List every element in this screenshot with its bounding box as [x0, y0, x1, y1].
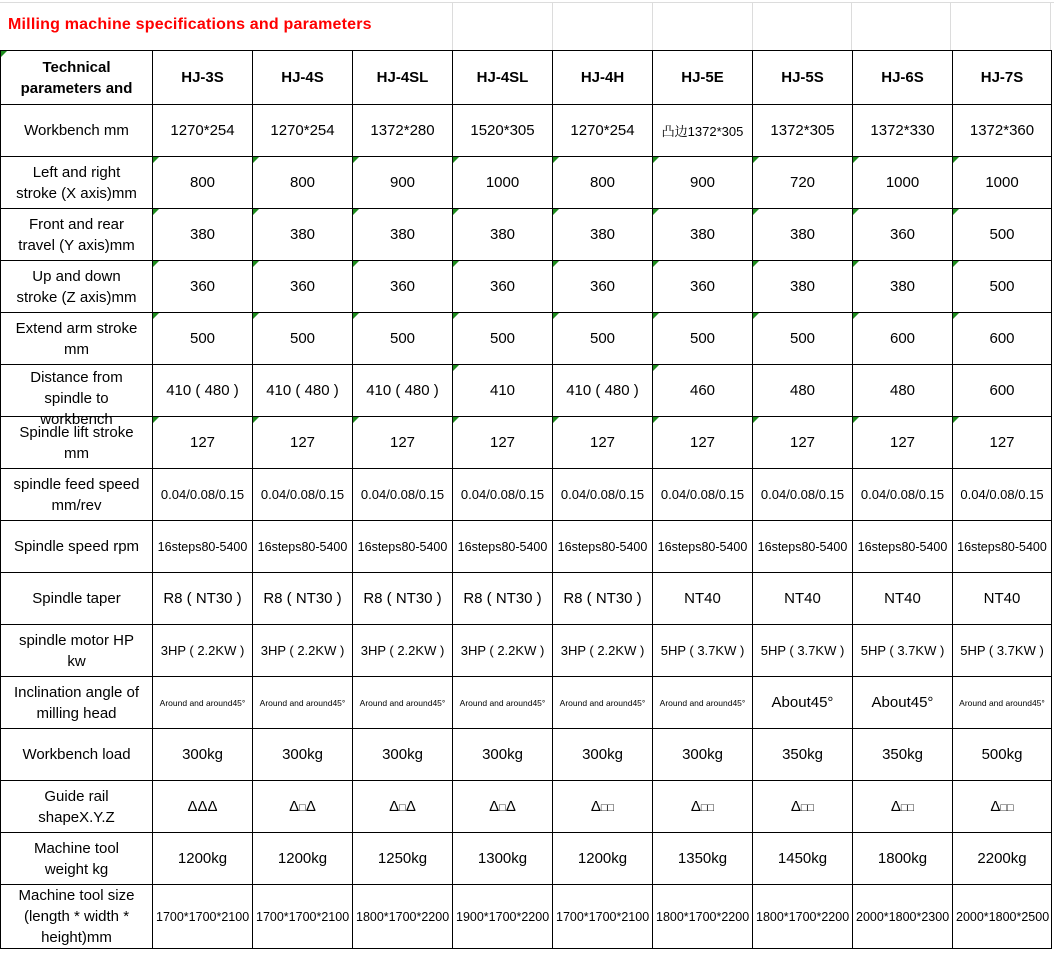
error-indicator-icon — [1, 51, 7, 57]
error-indicator-icon — [953, 261, 959, 267]
table-row — [1, 781, 1052, 833]
spec-cell: 1000 — [853, 157, 953, 209]
spreadsheet-gridline — [851, 3, 852, 50]
square-glyph: □ — [499, 802, 506, 814]
spec-cell: 720 — [753, 157, 853, 209]
spec-cell: 500 — [653, 313, 753, 365]
spec-cell: Around and around45° — [653, 677, 753, 729]
error-indicator-icon — [153, 417, 159, 423]
spec-cell: 380 — [753, 209, 853, 261]
error-indicator-icon — [753, 261, 759, 267]
spec-cell: 380 — [153, 209, 253, 261]
spec-cell: 1700*1700*2100 — [253, 885, 353, 949]
spec-cell: 500 — [353, 313, 453, 365]
spec-cell: Δ□□ — [553, 781, 653, 833]
spreadsheet-gridline — [1050, 3, 1051, 50]
table-row — [1, 209, 1052, 261]
spec-cell: 16steps80-5400 — [653, 521, 753, 573]
spec-cell: 500 — [453, 313, 553, 365]
spec-cell: 360 — [853, 209, 953, 261]
row-label — [1, 105, 153, 157]
spec-cell: 1450kg — [753, 833, 853, 885]
spec-cell: 1800*1700*2200 — [653, 885, 753, 949]
column-header: HJ-7S — [953, 51, 1052, 105]
column-header: HJ-3S — [153, 51, 253, 105]
row-label — [1, 469, 153, 521]
spreadsheet-gridline — [552, 3, 553, 50]
cell-text: Distance from spindle to workbench — [30, 369, 123, 428]
spec-cell: R8 ( NT30 ) — [153, 573, 253, 625]
spec-cell: 1270*254 — [153, 105, 253, 157]
spec-cell: About45° — [853, 677, 953, 729]
corner-header — [1, 51, 153, 105]
table-row — [1, 833, 1052, 885]
error-indicator-icon — [553, 209, 559, 215]
error-indicator-icon — [853, 417, 859, 423]
row-label — [1, 573, 153, 625]
table-row — [1, 521, 1052, 573]
square-glyph: □ — [907, 802, 915, 814]
spec-cell: 410 — [453, 365, 553, 417]
square-glyph: □ — [607, 802, 615, 814]
row-label — [1, 313, 153, 365]
spec-cell: 300kg — [353, 729, 453, 781]
spec-cell: Around and around45° — [953, 677, 1052, 729]
row-label — [1, 677, 153, 729]
error-indicator-icon — [153, 209, 159, 215]
cell-text: Inclination angle of milling head — [13, 683, 140, 722]
error-indicator-icon — [553, 313, 559, 319]
spec-cell: 600 — [953, 365, 1052, 417]
spec-cell: 0.04/0.08/0.15 — [353, 469, 453, 521]
spreadsheet-gridline — [652, 3, 653, 50]
spec-cell: NT40 — [953, 573, 1052, 625]
spec-cell: 1800kg — [853, 833, 953, 885]
cell-text: Workbench load — [22, 746, 131, 763]
square-glyph: □ — [807, 802, 815, 814]
spec-cell: 2000*1800*2300 — [853, 885, 953, 949]
error-indicator-icon — [653, 157, 659, 163]
spec-cell: 360 — [453, 261, 553, 313]
cell-text: Up and down stroke (Z axis)mm — [16, 267, 137, 306]
spec-cell: 350kg — [853, 729, 953, 781]
spec-cell: 16steps80-5400 — [153, 521, 253, 573]
spec-cell: Δ□□ — [853, 781, 953, 833]
table-row — [1, 157, 1052, 209]
error-indicator-icon — [253, 261, 259, 267]
spec-cell: 127 — [553, 417, 653, 469]
error-indicator-icon — [953, 209, 959, 215]
spec-cell: 127 — [453, 417, 553, 469]
spec-cell: 16steps80-5400 — [253, 521, 353, 573]
square-glyph: □ — [800, 802, 808, 814]
spec-cell: 1200kg — [253, 833, 353, 885]
cell-text: Machine tool size (length * width * height)mm — [18, 887, 135, 946]
spec-cell: 16steps80-5400 — [853, 521, 953, 573]
error-indicator-icon — [753, 157, 759, 163]
spec-cell: 360 — [153, 261, 253, 313]
spec-cell: 127 — [653, 417, 753, 469]
spec-cell: Δ□Δ — [453, 781, 553, 833]
spec-cell: NT40 — [653, 573, 753, 625]
spec-cell: NT40 — [753, 573, 853, 625]
spec-cell: 380 — [253, 209, 353, 261]
error-indicator-icon — [853, 157, 859, 163]
spec-cell: 500 — [953, 209, 1052, 261]
spec-cell: 360 — [653, 261, 753, 313]
spec-cell: 1372*360 — [953, 105, 1052, 157]
error-indicator-icon — [653, 261, 659, 267]
spec-cell: 900 — [653, 157, 753, 209]
column-header: HJ-4SL — [353, 51, 453, 105]
spec-cell: 1700*1700*2100 — [153, 885, 253, 949]
row-label — [1, 885, 153, 949]
spec-cell: 127 — [753, 417, 853, 469]
cell-text: Front and rear travel (Y axis)mm — [18, 215, 135, 254]
error-indicator-icon — [853, 313, 859, 319]
spec-cell: 1300kg — [453, 833, 553, 885]
square-glyph: □ — [399, 802, 406, 814]
spec-cell: 380 — [453, 209, 553, 261]
error-indicator-icon — [753, 209, 759, 215]
spec-cell: Δ□□ — [753, 781, 853, 833]
spec-cell: 410 ( 480 ) — [153, 365, 253, 417]
spec-cell: Around and around45° — [553, 677, 653, 729]
column-header: HJ-4H — [553, 51, 653, 105]
cell-text: spindle feed speed mm/rev — [13, 475, 140, 514]
error-indicator-icon — [853, 261, 859, 267]
spec-cell: 1800*1700*2200 — [753, 885, 853, 949]
spec-cell: 500kg — [953, 729, 1052, 781]
table-row — [1, 729, 1052, 781]
spec-cell: About45° — [753, 677, 853, 729]
spec-cell: 480 — [853, 365, 953, 417]
error-indicator-icon — [353, 313, 359, 319]
error-indicator-icon — [553, 261, 559, 267]
table-row — [1, 365, 1052, 417]
spec-cell: 1372*330 — [853, 105, 953, 157]
spec-cell: 3HP ( 2.2KW ) — [553, 625, 653, 677]
error-indicator-icon — [153, 157, 159, 163]
spec-cell: 1250kg — [353, 833, 453, 885]
spec-cell: 5HP ( 3.7KW ) — [653, 625, 753, 677]
spec-cell: 3HP ( 2.2KW ) — [153, 625, 253, 677]
title-strip — [0, 0, 1054, 50]
square-glyph: □ — [1000, 802, 1008, 814]
table-row — [1, 417, 1052, 469]
spec-cell: 0.04/0.08/0.15 — [253, 469, 353, 521]
table-row — [1, 677, 1052, 729]
column-header: HJ-5E — [653, 51, 753, 105]
spec-cell: 380 — [653, 209, 753, 261]
spec-cell: 380 — [853, 261, 953, 313]
spec-cell: 127 — [153, 417, 253, 469]
spec-cell: 300kg — [153, 729, 253, 781]
error-indicator-icon — [353, 209, 359, 215]
row-label — [1, 209, 153, 261]
cell-text: Machine tool weight kg — [33, 839, 120, 878]
row-label — [1, 625, 153, 677]
spec-cell: Around and around45° — [453, 677, 553, 729]
row-label — [1, 521, 153, 573]
column-header: HJ-5S — [753, 51, 853, 105]
error-indicator-icon — [953, 157, 959, 163]
row-label — [1, 781, 153, 833]
error-indicator-icon — [453, 157, 459, 163]
spec-cell: Δ□□ — [953, 781, 1052, 833]
column-header: HJ-4SL — [453, 51, 553, 105]
spec-cell: 16steps80-5400 — [953, 521, 1052, 573]
spec-cell: 360 — [353, 261, 453, 313]
spec-cell: 2200kg — [953, 833, 1052, 885]
spreadsheet-gridline — [950, 3, 951, 50]
error-indicator-icon — [253, 209, 259, 215]
spec-cell: Δ□Δ — [353, 781, 453, 833]
row-label — [1, 417, 153, 469]
spec-cell: 16steps80-5400 — [553, 521, 653, 573]
error-indicator-icon — [553, 157, 559, 163]
spec-cell: 0.04/0.08/0.15 — [453, 469, 553, 521]
column-header: HJ-4S — [253, 51, 353, 105]
cell-text: Workbench mm — [24, 122, 129, 139]
error-indicator-icon — [253, 313, 259, 319]
error-indicator-icon — [353, 417, 359, 423]
error-indicator-icon — [553, 417, 559, 423]
table-row — [1, 105, 1052, 157]
spec-cell: 3HP ( 2.2KW ) — [253, 625, 353, 677]
square-glyph: □ — [700, 802, 708, 814]
spec-cell: 0.04/0.08/0.15 — [553, 469, 653, 521]
spec-cell: Δ□Δ — [253, 781, 353, 833]
spec-cell: 500 — [953, 261, 1052, 313]
table-row — [1, 469, 1052, 521]
spec-cell: ΔΔΔ — [153, 781, 253, 833]
spec-cell: 500 — [553, 313, 653, 365]
spec-cell: 900 — [353, 157, 453, 209]
spec-cell: 410 ( 480 ) — [553, 365, 653, 417]
spreadsheet-gridline — [752, 3, 753, 50]
error-indicator-icon — [653, 209, 659, 215]
cell-text: Left and right stroke (X axis)mm — [16, 163, 137, 202]
square-glyph: □ — [707, 802, 715, 814]
spec-cell: 1520*305 — [453, 105, 553, 157]
spec-cell: 500 — [753, 313, 853, 365]
cell-text: Technical parameters and — [20, 58, 133, 97]
spec-cell: 380 — [353, 209, 453, 261]
table-row — [1, 261, 1052, 313]
error-indicator-icon — [953, 313, 959, 319]
table-row — [1, 625, 1052, 677]
spec-cell: 800 — [553, 157, 653, 209]
table-body — [1, 105, 1052, 949]
square-glyph: □ — [299, 802, 306, 814]
spec-cell: 350kg — [753, 729, 853, 781]
square-glyph: □ — [900, 802, 908, 814]
row-label — [1, 729, 153, 781]
table-row — [1, 313, 1052, 365]
spec-cell: 1372*280 — [353, 105, 453, 157]
spec-cell: R8 ( NT30 ) — [453, 573, 553, 625]
table-row — [1, 573, 1052, 625]
cell-text: Spindle taper — [32, 590, 121, 607]
spec-cell: 460 — [653, 365, 753, 417]
spec-cell: 16steps80-5400 — [453, 521, 553, 573]
spec-cell: 360 — [553, 261, 653, 313]
spreadsheet-gridline — [0, 2, 1054, 3]
spec-cell: 1350kg — [653, 833, 753, 885]
spec-cell: 3HP ( 2.2KW ) — [453, 625, 553, 677]
spec-cell: 127 — [853, 417, 953, 469]
spec-cell: 500 — [153, 313, 253, 365]
spec-cell: R8 ( NT30 ) — [253, 573, 353, 625]
spec-cell: 2000*1800*2500 — [953, 885, 1052, 949]
spec-cell: 1200kg — [553, 833, 653, 885]
spec-cell: 0.04/0.08/0.15 — [853, 469, 953, 521]
error-indicator-icon — [453, 313, 459, 319]
spec-cell: 1270*254 — [253, 105, 353, 157]
error-indicator-icon — [153, 313, 159, 319]
error-indicator-icon — [453, 365, 459, 371]
spec-cell: 500 — [253, 313, 353, 365]
spec-cell: 1200kg — [153, 833, 253, 885]
specifications-table — [0, 50, 1052, 949]
spec-cell: 127 — [953, 417, 1052, 469]
spec-cell: 410 ( 480 ) — [353, 365, 453, 417]
error-indicator-icon — [953, 417, 959, 423]
spec-cell: 300kg — [253, 729, 353, 781]
square-glyph: □ — [1007, 802, 1014, 814]
error-indicator-icon — [453, 417, 459, 423]
spec-cell: 1900*1700*2200 — [453, 885, 553, 949]
spec-cell: 800 — [153, 157, 253, 209]
spec-cell: 0.04/0.08/0.15 — [753, 469, 853, 521]
spec-cell: 1372*305 — [753, 105, 853, 157]
spec-cell: 410 ( 480 ) — [253, 365, 353, 417]
spec-cell: 360 — [253, 261, 353, 313]
spec-cell: 0.04/0.08/0.15 — [153, 469, 253, 521]
square-glyph: □ — [600, 802, 608, 814]
spec-cell: 127 — [253, 417, 353, 469]
spec-cell: 600 — [953, 313, 1052, 365]
spec-cell: 1000 — [953, 157, 1052, 209]
error-indicator-icon — [653, 365, 659, 371]
spec-cell: Around and around45° — [353, 677, 453, 729]
spec-cell: 5HP ( 3.7KW ) — [853, 625, 953, 677]
spec-cell: R8 ( NT30 ) — [353, 573, 453, 625]
error-indicator-icon — [753, 417, 759, 423]
spec-cell: 600 — [853, 313, 953, 365]
spec-cell: 300kg — [653, 729, 753, 781]
table-row — [1, 885, 1052, 949]
spec-cell: 5HP ( 3.7KW ) — [953, 625, 1052, 677]
error-indicator-icon — [253, 157, 259, 163]
cell-text: Extend arm stroke mm — [15, 319, 138, 358]
spec-cell: 480 — [753, 365, 853, 417]
spec-cell: 800 — [253, 157, 353, 209]
row-label — [1, 365, 153, 428]
spreadsheet-gridline — [452, 3, 453, 50]
spec-cell: 0.04/0.08/0.15 — [953, 469, 1052, 521]
error-indicator-icon — [453, 209, 459, 215]
spec-cell: 380 — [553, 209, 653, 261]
error-indicator-icon — [653, 313, 659, 319]
cell-text: spindle motor HP kw — [18, 631, 135, 670]
error-indicator-icon — [353, 261, 359, 267]
cell-text: Guide rail shapeX.Y.Z — [38, 787, 115, 826]
spec-cell: 127 — [353, 417, 453, 469]
spec-cell: NT40 — [853, 573, 953, 625]
row-label — [1, 157, 153, 209]
row-label — [1, 833, 153, 885]
spec-cell: 1700*1700*2100 — [553, 885, 653, 949]
spec-cell: 300kg — [453, 729, 553, 781]
spec-cell: 凸边1372*305 — [653, 105, 753, 157]
error-indicator-icon — [453, 261, 459, 267]
spec-cell: Around and around45° — [253, 677, 353, 729]
column-header: HJ-6S — [853, 51, 953, 105]
spec-cell: 1800*1700*2200 — [353, 885, 453, 949]
row-label — [1, 261, 153, 313]
spec-cell: Δ□□ — [653, 781, 753, 833]
spec-cell: 3HP ( 2.2KW ) — [353, 625, 453, 677]
spec-cell: 1270*254 — [553, 105, 653, 157]
spec-cell: 300kg — [553, 729, 653, 781]
spec-cell: R8 ( NT30 ) — [553, 573, 653, 625]
spec-cell: 1000 — [453, 157, 553, 209]
spec-cell: 5HP ( 3.7KW ) — [753, 625, 853, 677]
cell-text: Spindle lift stroke mm — [19, 423, 134, 462]
error-indicator-icon — [853, 209, 859, 215]
error-indicator-icon — [153, 261, 159, 267]
spec-cell: 16steps80-5400 — [353, 521, 453, 573]
error-indicator-icon — [353, 157, 359, 163]
page-title: Milling machine specifications and parameters — [8, 16, 372, 33]
spec-cell: 16steps80-5400 — [753, 521, 853, 573]
cell-text: Spindle speed rpm — [13, 538, 140, 555]
error-indicator-icon — [653, 417, 659, 423]
error-indicator-icon — [253, 417, 259, 423]
header-row — [1, 51, 1052, 105]
spec-cell: 0.04/0.08/0.15 — [653, 469, 753, 521]
spec-cell: Around and around45° — [153, 677, 253, 729]
spec-cell: 380 — [753, 261, 853, 313]
error-indicator-icon — [753, 313, 759, 319]
